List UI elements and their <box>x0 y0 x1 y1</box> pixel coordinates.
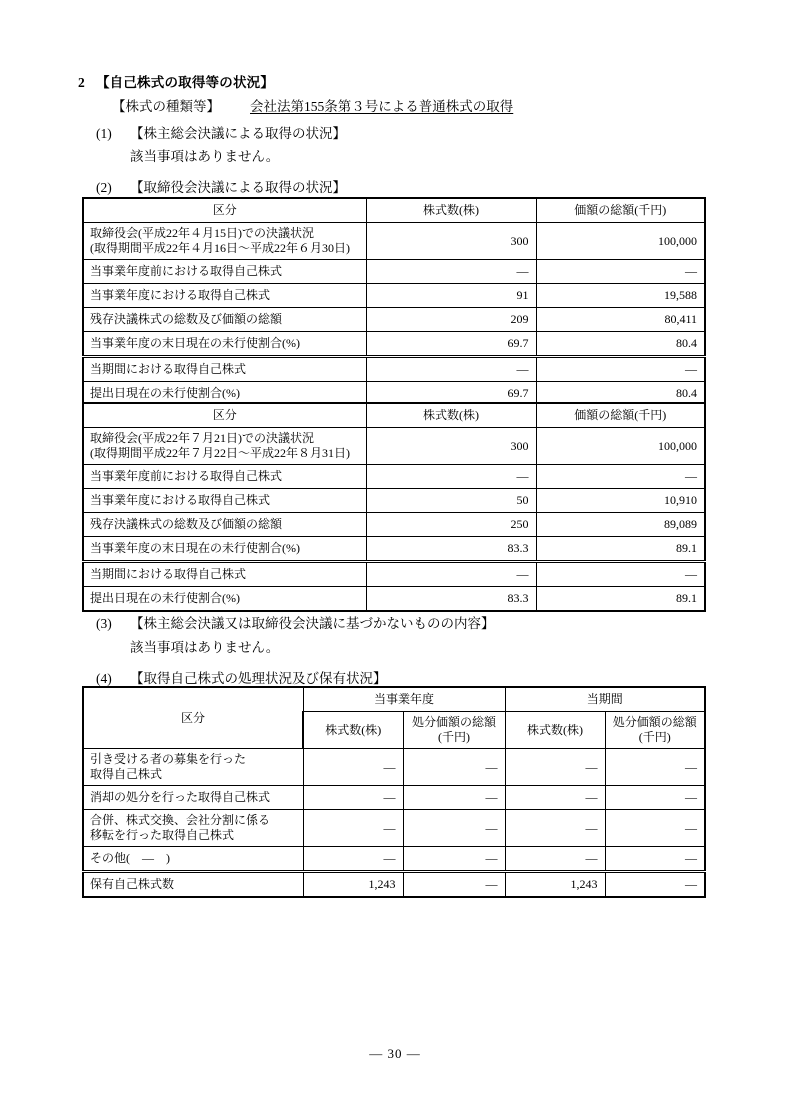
header-category: 区分 <box>83 198 366 223</box>
row-shares: 83.3 <box>366 587 536 612</box>
header-amount: 価額の総額(千円) <box>536 198 705 223</box>
row-label: 当期間における取得自己株式 <box>83 357 366 382</box>
table-row <box>83 357 705 382</box>
row-amount: 10,910 <box>536 489 705 513</box>
row-fy-shares: — <box>303 786 403 810</box>
section-title-text: 【自己株式の取得等の状況】 <box>95 75 275 90</box>
page-number: — 30 — <box>369 1046 421 1061</box>
row-fy-shares: 1,243 <box>303 872 403 898</box>
table-row <box>83 786 705 810</box>
table-row <box>83 260 705 284</box>
row-label: 当期間における取得自己株式 <box>83 562 366 587</box>
table-row <box>83 223 705 260</box>
table-header-row <box>83 198 705 223</box>
row-label: 残存決議株式の総数及び価額の総額 <box>83 308 366 332</box>
item-1-body: 該当事項はありません。 <box>130 149 280 164</box>
row-shares: 83.3 <box>366 537 536 562</box>
board-resolution-table-2 <box>82 402 706 612</box>
row-label <box>83 428 366 465</box>
row-label-line1: 取締役会(平成22年４月15日)での決議状況 <box>90 226 314 240</box>
row-label: 提出日現在の未行使割合(%) <box>83 382 366 407</box>
header-fy-amount <box>403 712 505 749</box>
row-amount: 100,000 <box>536 428 705 465</box>
row-shares: 300 <box>366 223 536 260</box>
row-label-line2: (取得期間平成22年４月16日～平成22年６月30日) <box>90 241 350 255</box>
row-amount: 80.4 <box>536 332 705 357</box>
stock-kind-line <box>112 95 513 115</box>
row-amount: 89,089 <box>536 513 705 537</box>
board-resolution-table-1 <box>82 197 706 407</box>
item-1-marker: (1) <box>96 126 112 141</box>
table-row <box>83 872 705 898</box>
header-shares: 株式数(株) <box>366 403 536 428</box>
header-cp-amount-line2: (千円) <box>638 730 671 744</box>
row-cp-amount: — <box>605 786 705 810</box>
row-shares: 209 <box>366 308 536 332</box>
row-shares: — <box>366 260 536 284</box>
row-cp-amount: — <box>605 872 705 898</box>
section-number: 2 <box>78 75 85 90</box>
item-3-marker: (3) <box>96 616 112 631</box>
row-fy-amount: — <box>403 749 505 786</box>
row-amount: 80,411 <box>536 308 705 332</box>
row-label <box>83 749 303 786</box>
table-row <box>83 537 705 562</box>
row-cp-amount: — <box>605 810 705 847</box>
row-amount: 89.1 <box>536 537 705 562</box>
treasury-stock-disposition-table <box>82 686 706 898</box>
row-label: 提出日現在の未行使割合(%) <box>83 587 366 612</box>
table-row <box>83 749 705 786</box>
row-label-line1: 合併、株式交換、会社分割に係る <box>90 813 271 827</box>
row-fy-shares: — <box>303 810 403 847</box>
row-label: 当事業年度前における取得自己株式 <box>83 465 366 489</box>
row-amount: 19,588 <box>536 284 705 308</box>
row-shares: — <box>366 465 536 489</box>
row-label: その他( — ) <box>83 847 303 872</box>
item-1-heading <box>96 122 346 142</box>
row-cp-shares: — <box>505 810 605 847</box>
row-shares: — <box>366 357 536 382</box>
row-amount: — <box>536 465 705 489</box>
row-label: 残存決議株式の総数及び価額の総額 <box>83 513 366 537</box>
table-row <box>83 308 705 332</box>
header-group-current-period: 当期間 <box>505 687 705 712</box>
row-label: 当事業年度前における取得自己株式 <box>83 260 366 284</box>
item-4-heading-text: 【取得自己株式の処理状況及び保有状況】 <box>130 671 387 686</box>
row-cp-shares: 1,243 <box>505 872 605 898</box>
header-category: 区分 <box>83 687 303 749</box>
row-label-line2: 移転を行った取得自己株式 <box>90 828 235 842</box>
stock-kind-label: 【株式の種類等】 <box>112 99 220 114</box>
table-row <box>83 284 705 308</box>
row-fy-amount: — <box>403 786 505 810</box>
item-3-heading <box>96 612 495 632</box>
header-fy-amount-line2: (千円) <box>438 730 470 744</box>
item-1-heading-text: 【株主総会決議による取得の状況】 <box>130 126 346 141</box>
table-row <box>83 847 705 872</box>
table-row <box>83 513 705 537</box>
page-title <box>78 71 274 91</box>
table-header-row <box>83 403 705 428</box>
row-shares: 50 <box>366 489 536 513</box>
item-4-heading <box>96 667 387 687</box>
row-amount: 100,000 <box>536 223 705 260</box>
row-amount: — <box>536 562 705 587</box>
row-label: 当事業年度における取得自己株式 <box>83 284 366 308</box>
row-amount: — <box>536 357 705 382</box>
item-3-body: 該当事項はありません。 <box>130 640 280 655</box>
row-cp-amount: — <box>605 847 705 872</box>
table-row <box>83 489 705 513</box>
row-fy-shares: — <box>303 749 403 786</box>
row-cp-shares: — <box>505 786 605 810</box>
row-label-line2: 取得自己株式 <box>90 767 163 781</box>
item-2-heading-text: 【取締役会決議による取得の状況】 <box>130 180 346 195</box>
row-cp-amount: — <box>605 749 705 786</box>
table-row <box>83 428 705 465</box>
header-cp-amount <box>605 712 705 749</box>
table-row <box>83 465 705 489</box>
row-label-line1: 取締役会(平成22年７月21日)での決議状況 <box>90 431 314 445</box>
row-shares: 91 <box>366 284 536 308</box>
row-fy-amount: — <box>403 847 505 872</box>
row-label-line2: (取得期間平成22年７月22日～平成22年８月31日) <box>90 446 350 460</box>
table-row <box>83 810 705 847</box>
row-label <box>83 223 366 260</box>
row-shares: 69.7 <box>366 332 536 357</box>
row-amount: 89.1 <box>536 587 705 612</box>
row-label: 当事業年度の末日現在の未行使割合(%) <box>83 537 366 562</box>
item-2-heading <box>96 176 346 196</box>
item-2-marker: (2) <box>96 180 112 195</box>
header-cp-shares: 株式数(株) <box>505 712 605 749</box>
row-shares: 300 <box>366 428 536 465</box>
row-label: 当事業年度における取得自己株式 <box>83 489 366 513</box>
header-group-fiscal-year: 当事業年度 <box>303 687 505 712</box>
row-label: 消却の処分を行った取得自己株式 <box>83 786 303 810</box>
row-shares: — <box>366 562 536 587</box>
header-fy-amount-line1: 処分価額の総額 <box>412 715 497 729</box>
row-fy-amount: — <box>403 810 505 847</box>
item-3-heading-text: 【株主総会決議又は取締役会決議に基づかないものの内容】 <box>130 616 495 631</box>
row-fy-amount: — <box>403 872 505 898</box>
header-amount: 価額の総額(千円) <box>536 403 705 428</box>
row-label <box>83 810 303 847</box>
row-shares: 69.7 <box>366 382 536 407</box>
header-category: 区分 <box>83 403 366 428</box>
table-row <box>83 332 705 357</box>
header-shares: 株式数(株) <box>366 198 536 223</box>
row-cp-shares: — <box>505 847 605 872</box>
row-amount: 80.4 <box>536 382 705 407</box>
row-amount: — <box>536 260 705 284</box>
row-shares: 250 <box>366 513 536 537</box>
row-fy-shares: — <box>303 847 403 872</box>
header-cp-amount-line1: 処分価額の総額 <box>612 715 697 729</box>
row-label: 保有自己株式数 <box>83 872 303 898</box>
row-label-line1: 引き受ける者の募集を行った <box>90 752 247 766</box>
item-4-marker: (4) <box>96 671 112 686</box>
row-label: 当事業年度の末日現在の未行使割合(%) <box>83 332 366 357</box>
table-row <box>83 587 705 612</box>
header-fy-shares: 株式数(株) <box>303 712 403 749</box>
table-row <box>83 562 705 587</box>
table-header-row-top <box>83 687 705 712</box>
row-cp-shares: — <box>505 749 605 786</box>
stock-kind-value: 会社法第155条第３号による普通株式の取得 <box>250 99 514 114</box>
